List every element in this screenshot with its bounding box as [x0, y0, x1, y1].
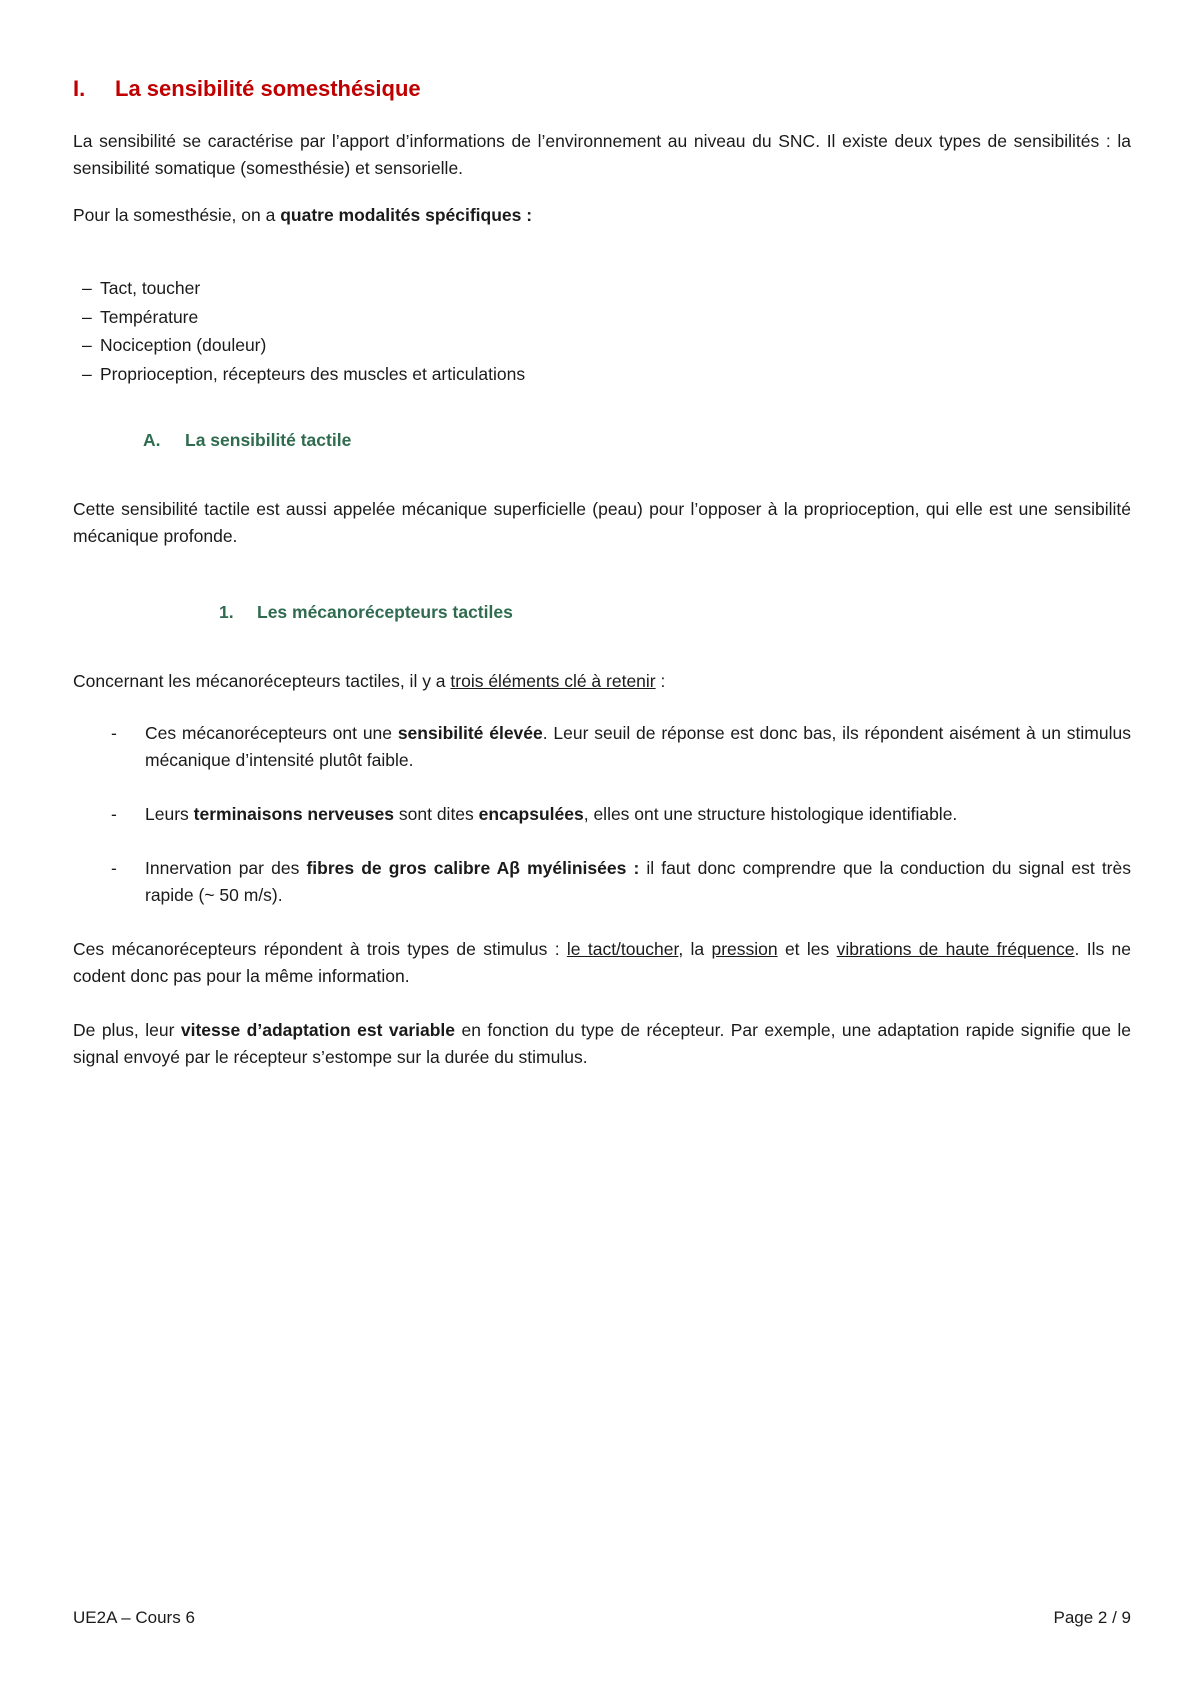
item-text: Leurs: [145, 804, 194, 824]
item-text: il faut donc comprendre que la conduction du signal est très rapide (~ 50 m/s).: [145, 858, 1131, 905]
key-points-lead: [73, 668, 1131, 695]
subsection-number: A.: [143, 430, 161, 450]
subsection-heading: [143, 430, 351, 451]
item-bold: fibres de gros calibre Aβ myélinisées :: [306, 858, 640, 878]
item-text: . Leur seuil de réponse est donc bas, ils répondent aisément à un stimulus mécanique d’intensité plutôt faible.: [145, 723, 1131, 770]
modalities-lead-bold: quatre modalités spécifiques :: [280, 205, 533, 225]
item-text: Innervation par des: [145, 858, 307, 878]
subsubsection-number: 1.: [219, 602, 234, 622]
footer-course: UE2A – Cours 6: [73, 1608, 195, 1627]
list-item: [82, 360, 525, 389]
stimulus-paragraph: [73, 936, 1131, 990]
list-item: [73, 801, 1131, 828]
key-points-lead-text: Concernant les mécanorécepteurs tactiles, il y a: [73, 671, 451, 691]
paragraph-text: Ces mécanorécepteurs répondent à trois types de stimulus :: [73, 939, 567, 959]
section-heading: [73, 76, 421, 102]
bullet-dash: -: [111, 858, 117, 878]
underlined-term: vibrations de haute fréquence: [836, 939, 1075, 959]
document-page: [73, 0, 1131, 1698]
paragraph-bold: vitesse d’adaptation est variable: [180, 1020, 456, 1040]
list-dash: –: [82, 278, 92, 298]
item-bold: sensibilité élevée: [397, 723, 543, 743]
section-title: La sensibilité somesthésique: [115, 76, 421, 101]
subsubsection-title: Les mécanorécepteurs tactiles: [257, 602, 513, 622]
list-item: [73, 855, 1131, 909]
bullet-dash: -: [111, 804, 117, 824]
tactile-intro-paragraph: Cette sensibilité tactile est aussi appelée mécanique superficielle (peau) pour l’opposer à la proprioception, qui elle est une sensibilité mécanique profonde.: [73, 499, 1131, 546]
list-item: [82, 303, 525, 332]
list-dash: –: [82, 306, 92, 327]
intro-paragraph: La sensibilité se caractérise par l’apport d’informations de l’environnement au niveau du SNC. Il existe deux types de sensibilités : la sensibilité somatique (somesthésie) et sensorielle.: [73, 131, 1131, 178]
underlined-term: pression: [711, 939, 778, 959]
section-number: I.: [73, 76, 86, 101]
list-item: [73, 720, 1131, 774]
list-item: [82, 331, 525, 360]
item-text: Ces mécanorécepteurs ont une: [145, 723, 398, 743]
subsubsection-heading: [219, 602, 513, 623]
adaptation-paragraph: [73, 1017, 1131, 1071]
footer-page-number: Page 2 / 9: [1053, 1608, 1131, 1627]
paragraph-text: De plus, leur: [73, 1020, 181, 1040]
paragraph-text: en fonction du type de récepteur. Par exemple, une adaptation rapide signifie que le signal envoyé par le récepteur s’estompe sur la durée du stimulus.: [73, 1020, 1131, 1067]
underlined-term: le tact/toucher: [566, 939, 679, 959]
list-item-text: Nociception (douleur): [100, 335, 267, 355]
paragraph-text: et les: [777, 939, 837, 959]
subsection-title: La sensibilité tactile: [185, 430, 352, 450]
item-bold: terminaisons nerveuses: [193, 804, 395, 824]
bullet-dash: -: [111, 723, 117, 743]
modalities-lead-text: Pour la somesthésie, on a: [73, 205, 281, 225]
modalities-list: [82, 274, 525, 388]
list-item-text: Température: [100, 306, 199, 327]
modalities-lead: [73, 202, 1131, 229]
list-dash: –: [82, 363, 92, 384]
key-points-lead-underlined: trois éléments clé à retenir: [450, 671, 656, 691]
key-points-list: [73, 720, 1131, 936]
list-dash: –: [82, 335, 92, 355]
item-text: sont dites: [394, 804, 479, 824]
list-item: [82, 274, 525, 303]
paragraph-text: , la: [678, 939, 712, 959]
item-bold: encapsulées: [478, 804, 584, 824]
list-item-text: Proprioception, récepteurs des muscles et articulations: [100, 363, 526, 384]
paragraph-text: . Ils ne codent donc pas pour la même information.: [73, 939, 1132, 986]
list-item-text: Tact, toucher: [100, 278, 201, 298]
item-text: , elles ont une structure histologique identifiable.: [583, 804, 958, 824]
key-points-lead-end: :: [655, 671, 666, 691]
